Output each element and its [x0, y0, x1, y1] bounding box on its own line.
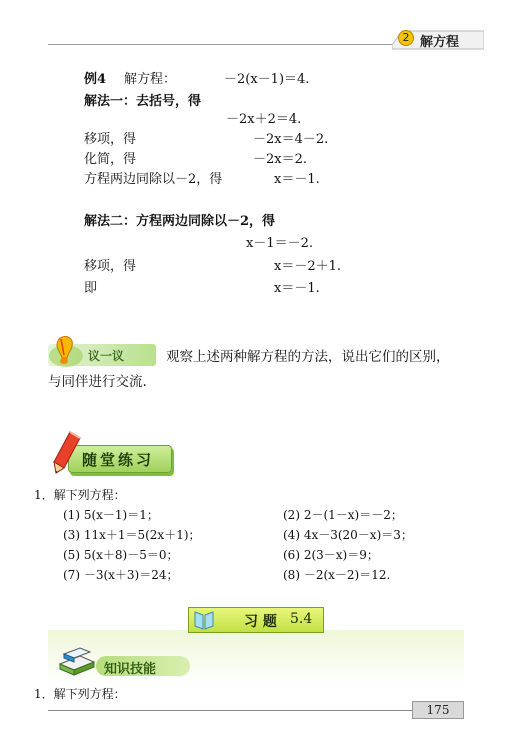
knowledge-question: 1．解下列方程：	[34, 687, 126, 701]
practice-item: (3) 11x＋1＝5(2x＋1)；	[63, 528, 201, 542]
exercise-number: 5.4	[290, 611, 313, 627]
method1-step4-eq: x＝－1.	[274, 172, 320, 187]
method2-line1: x－1＝－2.	[246, 236, 314, 251]
method1-step3-eq: －2x＝2.	[253, 152, 308, 167]
method1-step2-label: 移项，得	[84, 132, 137, 147]
knowledge-label: 知识技能	[104, 662, 157, 677]
method1-step2-eq: －2x＝4－2.	[253, 132, 329, 147]
example-equation: －2(x－1)＝4.	[224, 72, 310, 87]
method1-title: 解法一：去括号，得	[84, 94, 202, 109]
method1-step4-label: 方程两边同除以－2，得	[84, 172, 223, 187]
discuss-line2: 与同伴进行交流.	[48, 374, 147, 390]
practice-question: 1．解下列方程：	[34, 488, 126, 502]
discuss-line1: 观察上述两种解方程的方法，说出它们的区别，	[166, 349, 450, 365]
discuss-label: 议一议	[88, 349, 125, 363]
chapter-number-badge: 2	[398, 30, 414, 46]
practice-item: (2) 2－(1－x)＝－2；	[283, 508, 403, 522]
example-prompt: 解方程：	[124, 72, 177, 87]
pencil-icon	[50, 430, 84, 474]
practice-item: (4) 4x－3(20－x)＝3；	[283, 528, 413, 542]
method2-step3-label: 即	[84, 281, 98, 296]
page-number: 175	[412, 701, 464, 719]
method2-step2-eq: x＝－2＋1.	[274, 259, 342, 274]
method2-step3-eq: x＝－1.	[274, 281, 320, 296]
exercise-label: 习 题	[244, 614, 277, 630]
method1-step3-label: 化简，得	[84, 152, 137, 167]
practice-title: 随堂练习	[82, 451, 155, 469]
example-label: 例4	[84, 72, 107, 87]
practice-item: (7) －3(x＋3)＝24；	[63, 568, 179, 582]
method2-step2-label: 移项，得	[84, 259, 137, 274]
practice-item: (1) 5(x－1)＝1；	[63, 508, 159, 522]
stacked-books-icon	[56, 642, 96, 678]
practice-item: (8) －2(x－2)＝12.	[283, 568, 391, 582]
footer-rule	[48, 710, 464, 711]
lightbulb-icon	[48, 334, 86, 370]
practice-item: (6) 2(3－x)＝9；	[283, 548, 379, 562]
header-rule	[48, 44, 440, 45]
practice-item: (5) 5(x＋8)－5＝0；	[63, 548, 179, 562]
method2-title: 解法二：方程两边同除以－2，得	[84, 214, 276, 229]
chapter-title: 解方程	[420, 35, 460, 50]
book-icon	[193, 609, 215, 631]
method1-line1: －2x＋2＝4.	[226, 112, 302, 127]
